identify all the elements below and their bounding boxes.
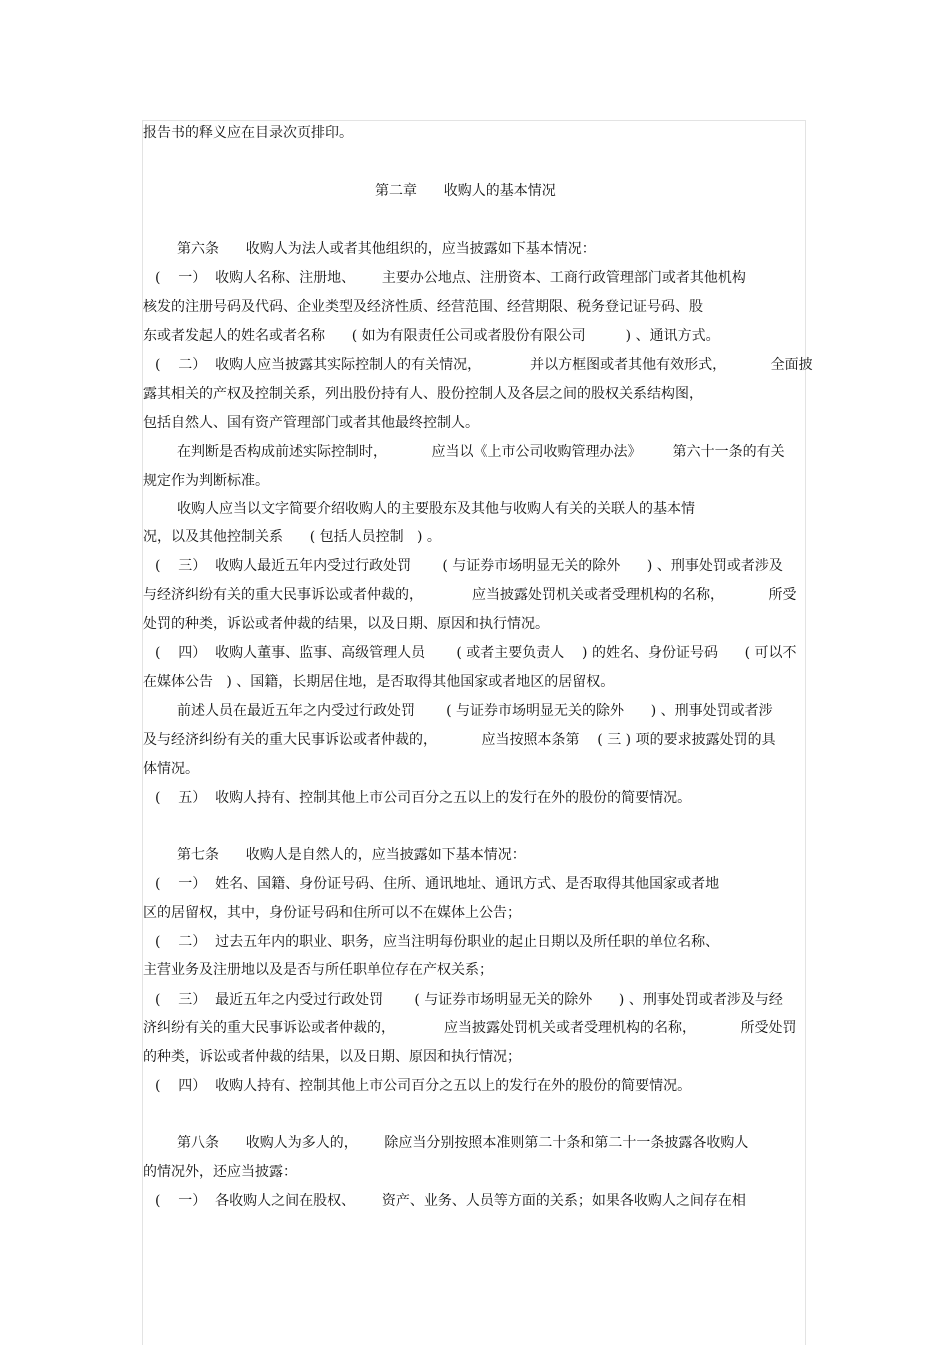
text-line: 体情况。 bbox=[143, 761, 199, 777]
text-line: ( 一） 姓名、国籍、身份证号码、住所、通讯地址、通讯方式、是否取得其他国家或者地 bbox=[155, 876, 720, 892]
text-line: 主营业务及注册地以及是否与所任职单位存在产权关系； bbox=[143, 962, 493, 978]
text-line: 包括自然人、国有资产管理部门或者其他最终控制人。 bbox=[143, 415, 479, 431]
text-line: 与经济纠纷有关的重大民事诉讼或者仲裁的， 应当披露处罚机关或者受理机构的名称， 所受 bbox=[143, 587, 797, 603]
text-line: 报告书的释义应在目录次页排印。 bbox=[143, 125, 353, 141]
text-line: 济纠纷有关的重大民事诉讼或者仲裁的， 应当披露处罚机关或者受理机构的名称， 所受处罚 bbox=[143, 1020, 797, 1036]
text-line: ( 三） 最近五年之内受过行政处罚 ( 与证券市场明显无关的除外 ) 、刑事处罚或者涉及与经 bbox=[155, 992, 783, 1008]
text-line: 核发的注册号码及代码、企业类型及经济性质、经营范围、经营期限、税务登记证号码、股 bbox=[143, 299, 703, 315]
article-heading: 第六条 收购人为法人或者其他组织的，应当披露如下基本情况： bbox=[177, 241, 596, 257]
text-line: ( 一） 收购人名称、注册地、 主要办公地点、注册资本、工商行政管理部门或者其他机构 bbox=[155, 270, 746, 286]
text-line: 前述人员在最近五年之内受过行政处罚 ( 与证券市场明显无关的除外 ) 、刑事处罚或者涉 bbox=[177, 703, 773, 719]
article-heading: 第七条 收购人是自然人的，应当披露如下基本情况： bbox=[177, 847, 526, 863]
text-line: 规定作为判断标准。 bbox=[143, 473, 269, 489]
text-line: 的种类，诉讼或者仲裁的结果，以及日期、原因和执行情况； bbox=[143, 1049, 521, 1065]
text-line: ( 二） 收购人应当披露其实际控制人的有关情况， 并以方框图或者其他有效形式， 全面披 bbox=[155, 357, 813, 373]
text-line: ( 五） 收购人持有、控制其他上市公司百分之五以上的发行在外的股份的简要情况。 bbox=[155, 790, 692, 806]
text-line: ( 一） 各收购人之间在股权、 资产、业务、人员等方面的关系；如果各收购人之间存在相 bbox=[155, 1193, 746, 1209]
text-line: 及与经济纠纷有关的重大民事诉讼或者仲裁的， 应当按照本条第 ( 三 ) 项的要求披露处罚的具 bbox=[143, 732, 776, 748]
text-line: 的情况外，还应当披露： bbox=[143, 1164, 297, 1180]
text-line: 露其相关的产权及控制关系，列出股份持有人、股份控制人及各层之间的股权关系结构图， bbox=[143, 386, 703, 402]
text-line: ( 四） 收购人董事、监事、高级管理人员 ( 或者主要负责人 ) 的姓名、身份证号码 ( 可以不 bbox=[155, 645, 797, 661]
text-line: 东或者发起人的姓名或者名称 ( 如为有限责任公司或者股份有限公司 ) 、通讯方式。 bbox=[143, 328, 720, 344]
text-line: ( 三） 收购人最近五年内受过行政处罚 ( 与证券市场明显无关的除外 ) 、刑事处罚或者涉及 bbox=[155, 558, 783, 574]
text-line: 收购人应当以文字简要介绍收购人的主要股东及其他与收购人有关的关联人的基本情 bbox=[177, 501, 695, 517]
text-line: 在判断是否构成前述实际控制时， 应当以《上市公司收购管理办法》 第六十一条的有关 bbox=[177, 444, 785, 460]
text-line: 况，以及其他控制关系 ( 包括人员控制 ) 。 bbox=[143, 529, 441, 545]
text-line: ( 二） 过去五年内的职业、职务，应当注明每份职业的起止日期以及所任职的单位名称、 bbox=[155, 934, 720, 950]
text-line: 处罚的种类，诉讼或者仲裁的结果，以及日期、原因和执行情况。 bbox=[143, 616, 549, 632]
article-heading: 第八条 收购人为多人的， 除应当分别按照本准则第二十条和第二十一条披露各收购人 bbox=[177, 1135, 749, 1151]
text-line: 区的居留权，其中，身份证号码和住所可以不在媒体上公告； bbox=[143, 905, 521, 921]
text-line: 在媒体公告 ) 、国籍，长期居住地，是否取得其他国家或者地区的居留权。 bbox=[143, 674, 615, 690]
chapter-heading: 第二章 收购人的基本情况 bbox=[375, 183, 556, 199]
text-line: ( 四） 收购人持有、控制其他上市公司百分之五以上的发行在外的股份的简要情况。 bbox=[155, 1078, 692, 1094]
